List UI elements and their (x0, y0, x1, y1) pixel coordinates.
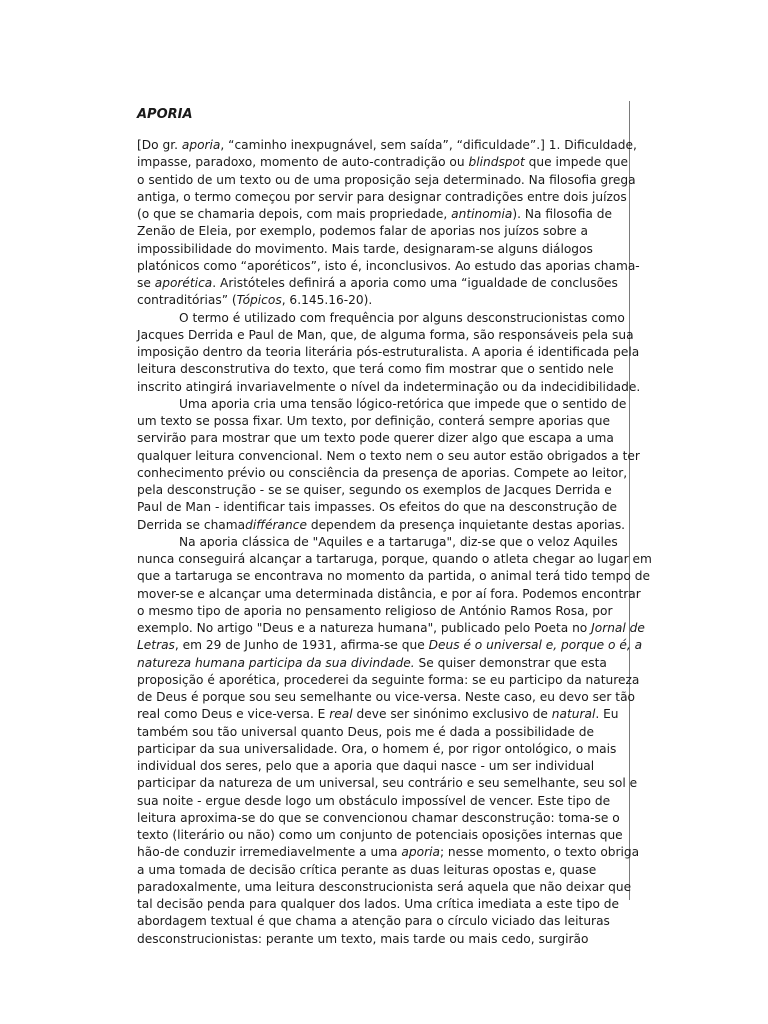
text-segment: exemplo. No artigo "Deus e a natureza humana", publicado pelo Poeta no (137, 621, 592, 635)
text-segment: abordagem textual é que chama a atenção para o círculo viciado das leituras (137, 914, 610, 929)
text-line (137, 241, 629, 258)
text-line (137, 620, 645, 637)
text-line (137, 154, 629, 171)
italic-term: aporia (181, 138, 221, 152)
italic-term: natural (551, 707, 596, 722)
text-segment: imposição dentro da teoria literária pós-estruturalista. A aporia é identificada pela (137, 345, 640, 359)
text-segment: leitura aproxima-se do que se convencionou chamar desconstrução: toma-se o (137, 810, 620, 825)
text-line (137, 706, 629, 723)
text-segment: ). Na filosofia de (512, 207, 612, 221)
text-segment: inscrito atingirá invariavelmente o nível da indeterminação ou da indecidibilidade. (137, 379, 641, 394)
italic-term: différance (245, 517, 307, 532)
text-segment: que impede que (524, 155, 629, 170)
text-line (137, 327, 634, 344)
italic-term: Deus é o universal e, porque o é, a (428, 638, 643, 653)
text-line (137, 361, 629, 378)
text-segment: impossibilidade do movimento. Mais tarde, designaram-se alguns diálogos (137, 241, 593, 256)
italic-term: aporia (401, 845, 440, 860)
text-segment: Se quiser demonstrar que esta (414, 655, 607, 670)
text-segment: que a tartaruga se encontrava no momento da partida, o animal terá tido tempo de (137, 569, 650, 584)
text-segment: texto (literário ou não) como um conjunto de potenciais oposições internas que (137, 828, 623, 842)
text-line (137, 310, 629, 327)
italic-term: real (329, 707, 353, 722)
text-segment: qualquer leitura convencional. Nem o texto nem o seu autor estão obrigados a ter (137, 448, 640, 463)
text-line (137, 292, 629, 309)
text-line (137, 810, 629, 827)
text-segment: servirão para mostrar que um texto pode querer dizer algo que escapa a uma (137, 431, 614, 446)
text-segment: dependem da presença inquietante destas aporias. (306, 517, 626, 532)
italic-term: Letras (137, 638, 175, 653)
text-line (137, 603, 629, 620)
italic-term: aporética (154, 276, 213, 290)
text-line (137, 586, 641, 603)
text-segment: desconstrucionistas: perante um texto, mais tarde ou mais cedo, surgirão (137, 931, 589, 946)
text-segment: leitura desconstrutiva do texto, que terá como fim mostrar que o sentido nele (137, 362, 614, 377)
text-segment: , 6.145.16-20). (281, 293, 373, 308)
text-segment: nunca conseguirá alcançar a tartaruga, porque, quando o atleta chegar ao lugar em (137, 552, 652, 566)
text-segment: deve ser sinónimo exclusivo de (352, 707, 552, 722)
text-line (137, 896, 629, 913)
text-line (137, 534, 629, 551)
italic-term: Tópicos (236, 293, 282, 308)
text-line (137, 689, 636, 706)
text-line (137, 637, 643, 654)
text-segment: . Eu (595, 707, 619, 722)
text-segment: O termo é utilizado com frequência por alguns desconstrucionistas como (179, 310, 625, 325)
text-segment: proposição é aporética, procederei da seguinte forma: se eu participo da natureza (137, 672, 640, 687)
text-line (137, 758, 629, 775)
text-segment: real como Deus e vice-versa. E (137, 707, 330, 722)
text-segment: Uma aporia cria uma tensão lógico-retórica que impede que o sentido de (179, 396, 627, 411)
text-line (137, 482, 629, 499)
text-segment: individual dos seres, pelo que a aporia que daqui nasce - um ser individual (137, 759, 595, 773)
text-line (137, 413, 629, 430)
text-line (137, 517, 629, 534)
text-line (137, 379, 641, 396)
text-segment: o sentido de um texto ou de uma proposição seja determinado. Na filosofia grega (137, 172, 636, 187)
text-line (137, 913, 629, 930)
text-segment: platónicos como “aporéticos”, isto é, inconclusivos. Ao estudo das aporias chama- (137, 258, 640, 273)
text-line (137, 448, 640, 465)
text-line (137, 499, 629, 516)
text-line (137, 137, 637, 154)
text-segment: Derrida se chama (137, 517, 246, 532)
text-line (137, 672, 640, 689)
italic-term: natureza humana participa da sua divindade. (137, 655, 415, 670)
text-line (137, 275, 629, 292)
text-segment: Paul de Man - identificar tais impasses. Os efeitos do que na desconstrução de (137, 500, 618, 515)
text-segment: a uma tomada de decisão crítica perante as duas leituras opostas e, quase (137, 862, 597, 877)
text-line (137, 465, 629, 482)
text-segment: ; nesse momento, o texto obriga (439, 845, 640, 860)
text-segment: participar da sua universalidade. Ora, o homem é, por rigor ontológico, o mais (137, 741, 617, 756)
text-line (137, 568, 650, 585)
text-segment: mover-se e alcançar uma determinada distância, e por aí fora. Podemos encontrar (137, 586, 641, 601)
text-segment: . Aristóteles definirá a aporia como uma “igualdade de conclusões (212, 276, 618, 290)
text-segment: Zenão de Eleia, por exemplo, podemos falar de aporias nos juízos sobre a (137, 224, 589, 239)
text-line (137, 775, 638, 792)
text-line (137, 793, 629, 810)
text-segment: participar da natureza de um universal, seu contrário e seu semelhante, seu sol e (137, 776, 638, 791)
text-segment: contraditórias” ( (137, 293, 237, 308)
text-line (137, 879, 632, 896)
text-segment: impasse, paradoxo, momento de auto-contradição ou (137, 155, 469, 170)
text-segment: o mesmo tipo de aporia no pensamento religioso de António Ramos Rosa, por (137, 603, 613, 618)
text-segment: um texto se possa fixar. Um texto, por definição, conterá sempre aporias que (137, 414, 610, 428)
text-line (137, 206, 629, 223)
text-line (137, 223, 629, 240)
text-line (137, 827, 629, 844)
text-line (137, 189, 629, 206)
text-line (137, 551, 652, 568)
italic-term: Jornal de (591, 621, 645, 635)
text-line (137, 396, 629, 413)
text-segment: hão-de conduzir irremediavelmente a uma (137, 845, 402, 860)
text-line (137, 741, 629, 758)
text-line (137, 844, 640, 861)
text-segment: sua noite - ergue desde logo um obstáculo impossível de vencer. Este tipo de (137, 793, 611, 808)
text-segment: , “caminho inexpugnável, sem saída”, “dificuldade”.] 1. Dificuldade, (220, 138, 637, 152)
text-segment: [Do gr. (137, 138, 182, 152)
text-segment: se (137, 276, 155, 290)
text-segment: de Deus é porque sou seu semelhante ou vice-versa. Neste caso, eu devo ser tão (137, 690, 636, 704)
italic-term: blindspot (468, 155, 525, 170)
text-line (137, 655, 629, 672)
text-line (137, 430, 629, 447)
text-line (137, 344, 640, 361)
text-segment: antiga, o termo começou por servir para designar contradições entre dois juízos (137, 189, 627, 204)
text-segment: Na aporia clássica de "Aquiles e a tartaruga", diz-se que o veloz Aquiles (179, 534, 618, 549)
text-line (137, 172, 636, 189)
text-segment: (o que se chamaria depois, com mais propriedade, (137, 207, 452, 221)
text-line (137, 931, 629, 948)
entry-body (137, 137, 652, 948)
text-segment: tal decisão penda para qualquer dos lados. Uma crítica imediata a este tipo de (137, 897, 620, 911)
text-segment: também sou tão universal quanto Deus, pois me é dada a possibilidade de (137, 724, 594, 739)
text-segment: Jacques Derrida e Paul de Man, que, de alguma forma, são responsáveis pela sua (137, 327, 634, 342)
entry-title: APORIA (137, 107, 193, 122)
text-line (137, 862, 629, 879)
text-line (137, 724, 629, 741)
text-segment: paradoxalmente, uma leitura desconstrucionista será aquela que não deixar que (137, 879, 632, 894)
text-line (137, 258, 640, 275)
text-segment: conhecimento prévio ou consciência da presença de aporias. Compete ao leitor, (137, 465, 628, 480)
text-segment: pela desconstrução - se se quiser, segundo os exemplos de Jacques Derrida e (137, 483, 612, 497)
italic-term: antinomia (451, 207, 513, 221)
text-segment: , em 29 de Junho de 1931, afirma-se que (174, 638, 429, 653)
